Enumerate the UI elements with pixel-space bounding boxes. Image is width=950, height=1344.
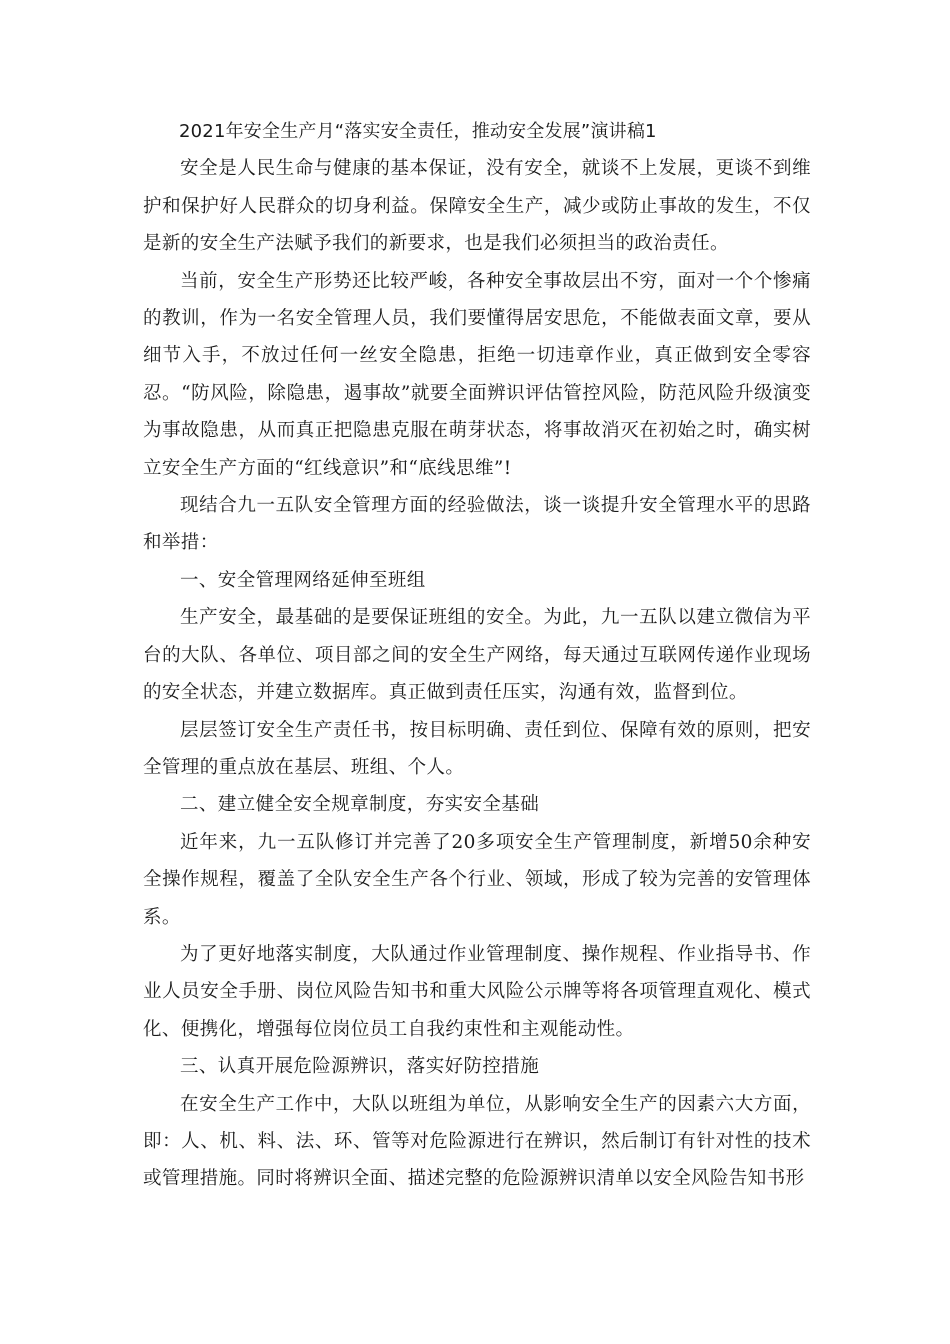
section-heading-3: 三、认真开展危险源辨识，落实好防控措施 [180,1056,540,1078]
document-title: 2021年安全生产月“落实安全责任，推动安全发展”演讲稿1 [179,121,657,142]
section-heading-1: 一、安全管理网络延伸至班组 [180,569,426,591]
paragraph-section-2b: 为了更好地落实制度，大队通过作业管理制度、操作规程、作业指导书、作业人员安全手册、岗位风险告知书和重大风险公示牌等将各项管理直观化、模式化、便携化，增强每位岗位员工自我约束性和主观能动性。 [143,943,811,1040]
paragraph-section-2a: 近年来，九一五队修订并完善了20多项安全生产管理制度，新增50余种安全操作规程，覆盖了全队安全生产各个行业、领域，形成了较为完善的安管理体系。 [143,831,811,928]
paragraph-transition: 现结合九一五队安全管理方面的经验做法，谈一谈提升安全管理水平的思路和举措： [143,495,811,554]
paragraph-section-1a: 生产安全，最基础的是要保证班组的安全。为此，九一五队以建立微信为平台的大队、各单位、项目部之间的安全生产网络，每天通过互联网传递作业现场的安全状态，并建立数据库。真正做到责任压实，沟通有效，监督到位。 [143,607,811,704]
document-body [143,113,811,1198]
paragraph-intro: 安全是人民生命与健康的基本保证，没有安全，就谈不上发展，更谈不到维护和保护好人民群众的切身利益。保障安全生产，减少或防止事故的发生，不仅是新的安全生产法赋予我们的新要求，也是我们必须担当的政治责任。 [143,158,811,255]
section-heading-2: 二、建立健全安全规章制度，夯实安全基础 [180,794,540,816]
paragraph-section-1b: 层层签订安全生产责任书，按目标明确、责任到位、保障有效的原则，把安全管理的重点放在基层、班组、个人。 [143,719,811,778]
paragraph-current-situation: 当前，安全生产形势还比较严峻，各种安全事故层出不穷，面对一个个惨痛的教训，作为一名安全管理人员，我们要懂得居安思危，不能做表面文章，要从细节入手，不放过任何一丝安全隐患，拒绝一切违章作业，真正做到安全零容忍。“防风险，除隐患，遏事故”就要全面辨识评估管控风险，防范风险升级演变为事故隐患，从而真正把隐患克服在萌芽状态，将事故消灭在初始之时，确实树立安全生产方面的“红线意识”和“底线思维”! [143,270,811,479]
paragraph-section-3a: 在安全生产工作中，大队以班组为单位，从影响安全生产的因素六大方面，即：人、机、料、法、环、管等对危险源进行在辨识，然后制订有针对性的技术或管理措施。同时将辨识全面、描述完整的危险源辨识清单以安全风险告知书形 [143,1093,811,1190]
